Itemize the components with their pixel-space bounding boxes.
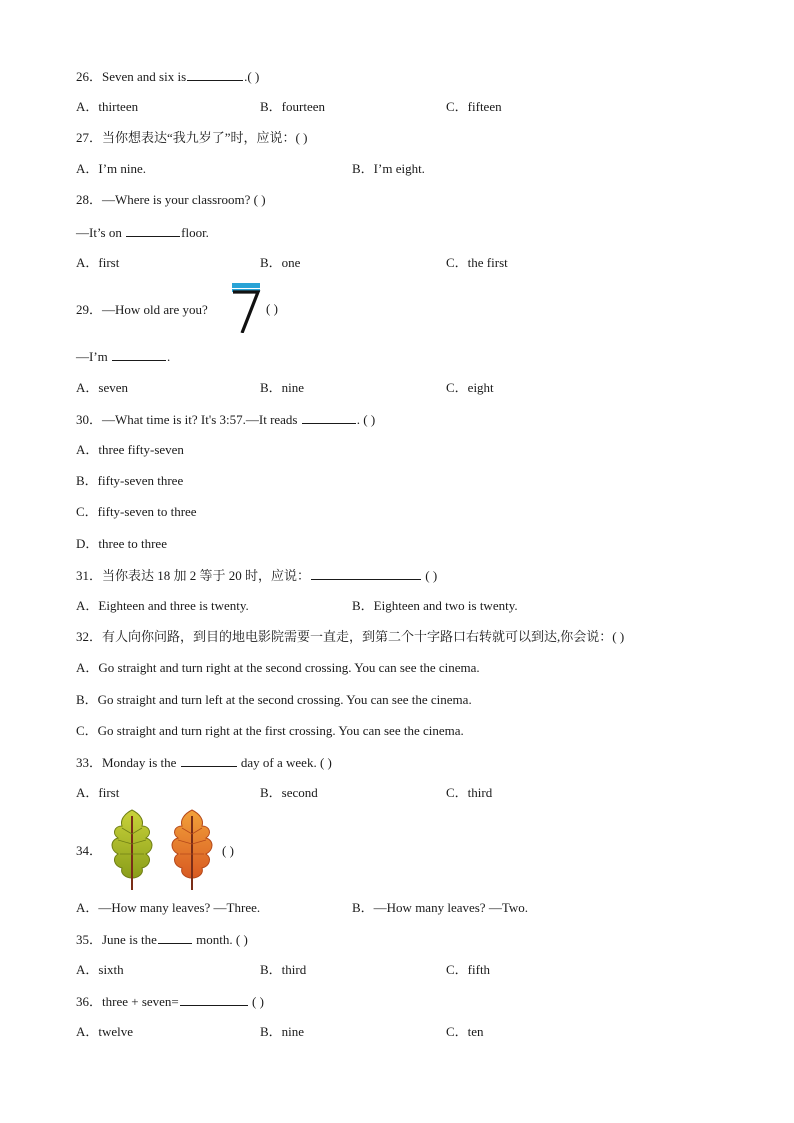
q34-paren: ( ) [222,843,234,858]
q33-option-a[interactable]: A．first [76,785,120,800]
question-27: 27．当你想表达“我九岁了”时，应说：( ) [76,130,308,145]
q27-option-a[interactable]: A．I’m nine. [76,161,147,176]
answer-blank [187,67,243,81]
q28-option-a[interactable]: A．first [76,255,120,270]
q35-option-b[interactable]: B．third [260,962,307,977]
q29-paren: ( ) [266,301,278,316]
q26-option-c[interactable]: C．fifteen [446,99,502,114]
answer-blank [112,347,166,361]
green-leaf-icon [112,810,152,890]
q30-option-a[interactable]: A．three fifty-seven [76,442,184,457]
q36-option-b[interactable]: B．nine [260,1024,305,1039]
orange-leaf-icon [172,810,212,890]
q28-option-c[interactable]: C．the first [446,255,508,270]
question-35: 35．June is the month. ( ) [76,932,248,947]
answer-blank [181,753,237,767]
question-29: 29．—How old are you? [76,302,208,317]
q31-option-b[interactable]: B．Eighteen and two is twenty. [352,598,518,613]
question-36: 36．three + seven= ( ) [76,994,264,1009]
q28-answer-line: —It’s on floor. [76,225,209,240]
q30-option-d[interactable]: D．three to three [76,536,167,551]
answer-blank [311,566,421,580]
two-leaves-image [104,808,224,892]
question-30: 30．—What time is it? It's 3:57.—It reads . ( ) [76,412,376,427]
q35-option-c[interactable]: C．fifth [446,962,491,977]
q36-option-c[interactable]: C．ten [446,1024,484,1039]
q35-option-a[interactable]: A．sixth [76,962,124,977]
question-31: 31．当你表达 18 加 2 等于 20 时，应说： ( ) [76,568,438,583]
answer-blank [126,223,180,237]
q32-option-c[interactable]: C．Go straight and turn right at the first crossing. You can see the cinema. [76,723,464,738]
answer-blank [180,992,248,1006]
q32-option-b[interactable]: B．Go straight and turn left at the second crossing. You can see the cinema. [76,692,472,707]
q26-option-a[interactable]: A．thirteen [76,99,139,114]
q28-option-b[interactable]: B．one [260,255,301,270]
q33-option-c[interactable]: C．third [446,785,493,800]
q30-option-c[interactable]: C．fifty-seven to three [76,504,197,519]
question-34-number: 34． [76,843,103,858]
q36-option-a[interactable]: A．twelve [76,1024,134,1039]
q34-option-b[interactable]: B．—How many leaves? —Two. [352,900,529,915]
q32-option-a[interactable]: A．Go straight and turn right at the second crossing. You can see the cinema. [76,660,480,675]
question-26: 26．Seven and six is .( ) [76,69,260,84]
number-seven-image [230,283,262,333]
question-32: 32．有人向你问路，到目的地电影院需要一直走，到第二个十字路口右转就可以到达,你会说：( ) [76,629,625,644]
q29-option-a[interactable]: A．seven [76,380,128,395]
q30-option-b[interactable]: B．fifty-seven three [76,473,184,488]
q26-option-b[interactable]: B．fourteen [260,99,325,114]
answer-blank [158,930,192,944]
q27-option-b[interactable]: B．I’m eight. [352,161,425,176]
question-28: 28．—Where is your classroom? ( ) [76,192,266,207]
q33-option-b[interactable]: B．second [260,785,318,800]
q26-stem: 26．Seven and six is [76,69,187,84]
q34-option-a[interactable]: A．—How many leaves? —Three. [76,900,261,915]
answer-blank [302,410,356,424]
q29-answer-line: —I’m . [76,349,171,364]
q29-option-b[interactable]: B．nine [260,380,305,395]
q31-option-a[interactable]: A．Eighteen and three is twenty. [76,598,249,613]
q29-option-c[interactable]: C．eight [446,380,494,395]
question-33: 33．Monday is the day of a week. ( ) [76,755,332,770]
